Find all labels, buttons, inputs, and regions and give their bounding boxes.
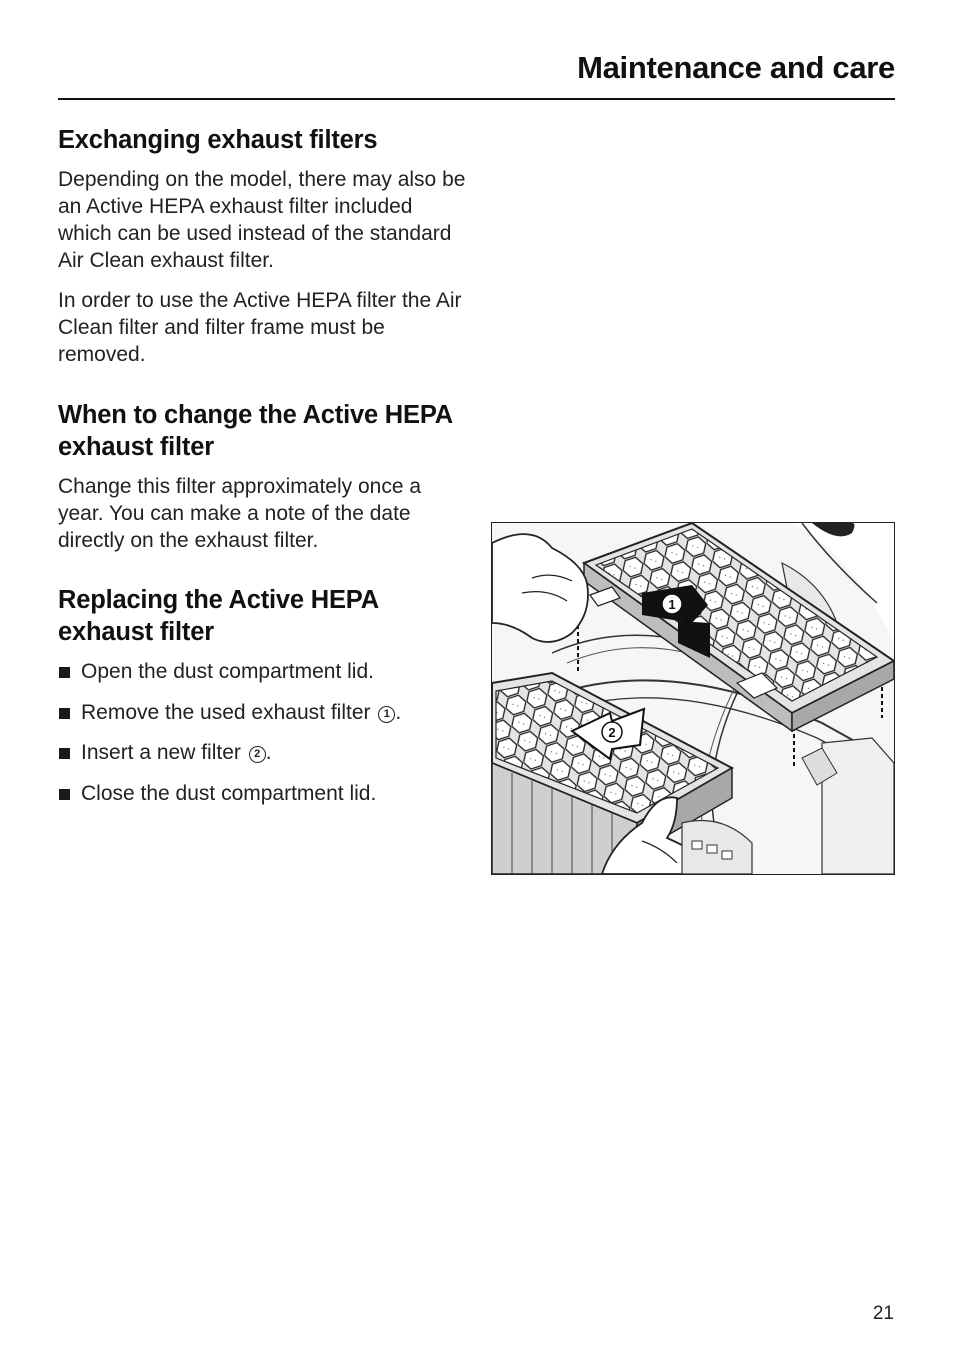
heading-when-to-change: When to change the Active HEPA exhaust filter [58,401,453,461]
text-column [58,124,468,820]
paragraph-remove-air-clean: In order to use the Active HEPA filter the Air Clean filter and filter frame must be removed. [58,289,462,366]
bullet-square-icon [59,708,70,719]
step-text: Close the dust compartment lid. [81,781,377,805]
step-text: Insert a new filter [81,741,247,764]
step-suffix: . [395,700,402,724]
step-text: Remove the used exhaust filter [81,700,377,724]
paragraph-change-interval: Change this filter approximately once a year. You can make a note of the date directly on the exhaust filter. [58,475,422,552]
circled-number-icon: 1 [378,706,395,723]
step-suffix: . [265,741,272,764]
steps-list [58,658,468,807]
heading-exchanging-exhaust-filters: Exchanging exhaust filters [58,126,378,154]
step-text: Open the dust compartment lid. [81,660,374,683]
callout-1-label: 1 [668,597,676,612]
filter-replacement-drawing [492,523,894,874]
heading-replacing-filter: Replacing the Active HEPA exhaust filter [58,586,378,646]
step-item [58,780,468,807]
circled-number-icon: 2 [249,746,266,763]
page-number: 21 [872,1303,894,1324]
bullet-square-icon [59,789,70,800]
header-rule [58,98,895,100]
callout-2-label: 2 [608,725,616,740]
step-item [58,658,468,685]
bullet-square-icon [59,667,70,678]
filter-illustration [491,522,895,875]
bullet-square-icon [59,748,70,759]
paragraph-model-variants: Depending on the model, there may also be an Active HEPA exhaust filter included which can be used instead of the standard Air Clean exhaust filter. [58,168,466,272]
step-item [58,699,468,726]
page-header-title: Maintenance and care [577,50,895,85]
step-item [58,739,468,766]
